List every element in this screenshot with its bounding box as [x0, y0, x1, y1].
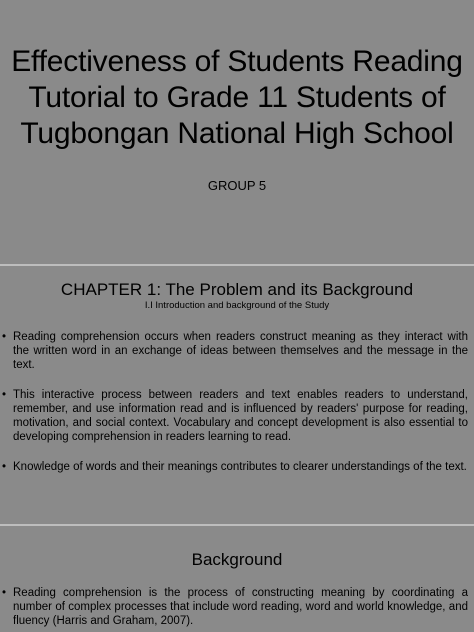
- group-label: GROUP 5: [207, 178, 267, 193]
- title-line-3: Tugbongan National High School: [20, 117, 454, 150]
- bullet-text: This interactive process between readers and text enables readers to understand, remember, and use information read and is influenced by readers' purpose for reading, motivation, and social context. Vocabulary and concept development is also essential to developing comprehension in readers learning to read.: [13, 389, 468, 443]
- slide-title: [0, 0, 474, 264]
- title-line-2: Tutorial to Grade 11 Students of: [28, 81, 446, 114]
- slide-background: [0, 526, 474, 632]
- bullet-list: [2, 330, 468, 490]
- bullet-text: Knowledge of words and their meanings contributes to clearer understandings of the text.: [13, 461, 467, 473]
- bullet-item: [2, 330, 468, 372]
- bullet-text: Reading comprehension is the process of constructing meaning by coordinating a number of complex processes that include word reading, word and world knowledge, and fluency (Harris and Graham, 2007).: [13, 587, 468, 627]
- bullet-dot: •: [2, 331, 7, 343]
- bullet-dot: •: [2, 389, 7, 401]
- presentation-title: [0, 44, 474, 152]
- bullet-dot: •: [2, 461, 7, 473]
- bullet-item: [2, 388, 468, 444]
- bullet-list: [2, 586, 468, 632]
- bullet-dot: •: [2, 587, 7, 599]
- slide-chapter-1: [0, 266, 474, 524]
- title-line-1: Effectiveness of Students Reading: [11, 45, 463, 78]
- bullet-text: Reading comprehension occurs when readers construct meaning as they interact with the written word in an exchange of ideas between themselves and the message in the text.: [13, 331, 468, 371]
- background-title: Background: [191, 550, 283, 569]
- bullet-item: [2, 460, 468, 474]
- chapter-title: CHAPTER 1: The Problem and its Background: [60, 280, 414, 299]
- chapter-subtitle: I.I Introduction and background of the Study: [144, 300, 330, 311]
- bullet-item: [2, 586, 468, 628]
